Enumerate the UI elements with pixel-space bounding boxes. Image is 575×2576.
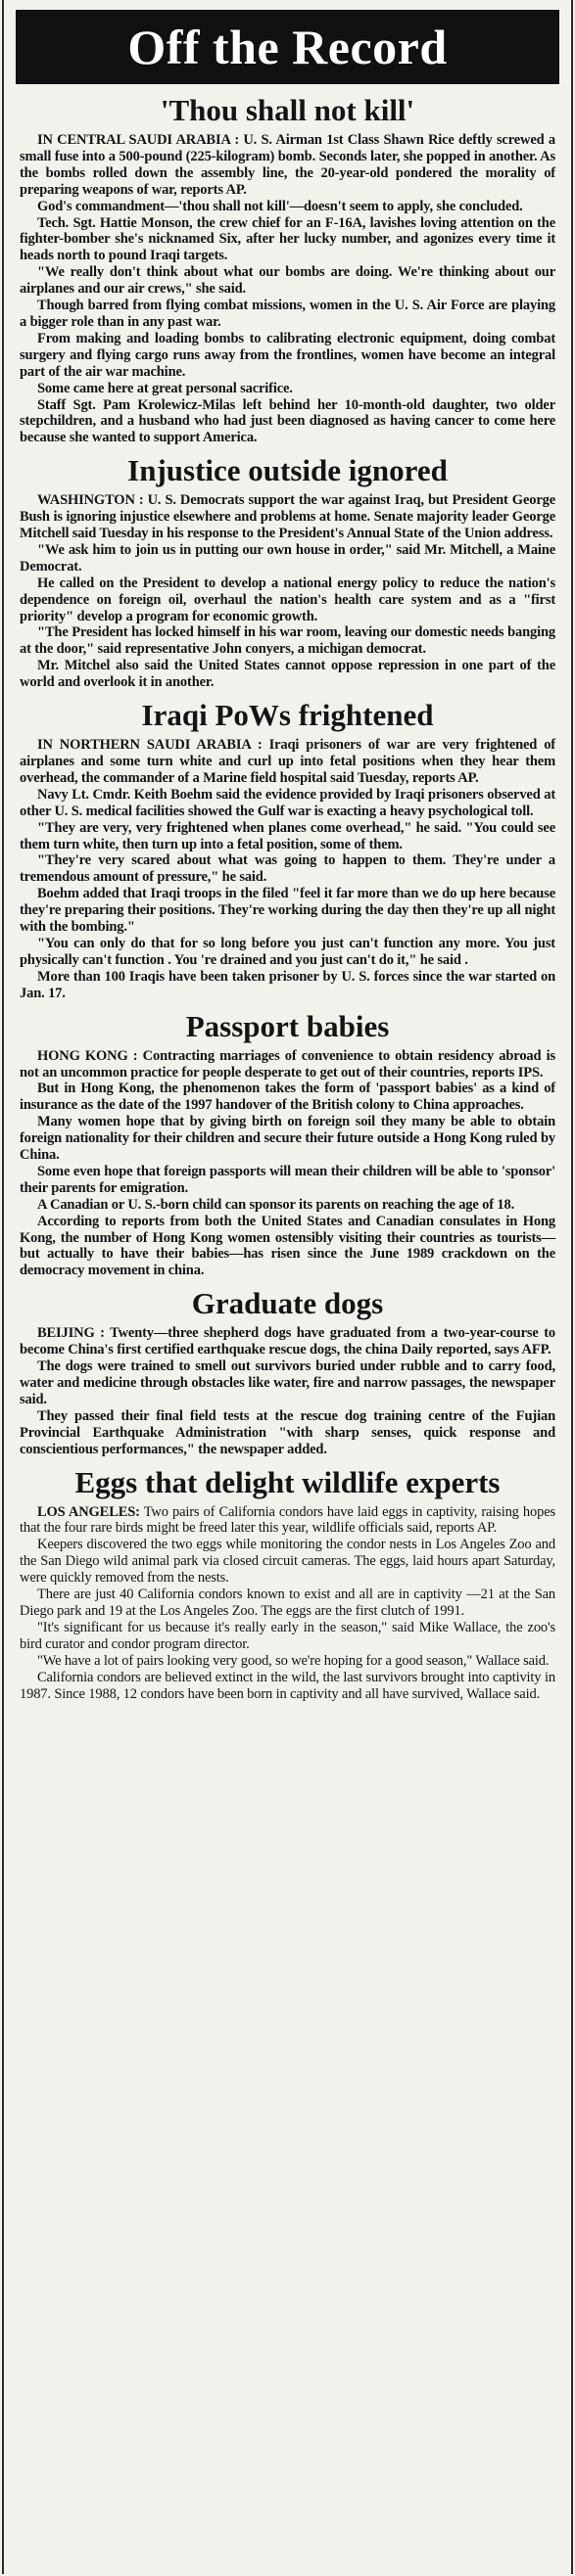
paragraph-text: Many women hope that by giving birth on foreign soil they many be able to obtain foreign nationality for their children and secure their future outside a Hong Kong ruled by China.: [20, 1114, 555, 1164]
paragraph-text: Some came here at great personal sacrifice.: [37, 380, 293, 396]
story-headline: Passport babies: [185, 1008, 390, 1043]
paragraph-text: God's commandment—'thou shall not kill'—doesn't seem to apply, she concluded.: [37, 198, 523, 214]
paragraph-text: Navy Lt. Cmdr. Keith Boehm said the evidence provided by Iraqi prisoners observed at other U. S. medical facilities showed the Gulf war is exacting a heavy psychological toll.: [20, 786, 555, 819]
story-headline: Graduate dogs: [191, 1286, 384, 1321]
story-paragraph: [20, 1214, 555, 1280]
paragraph-text: There are just 40 California condors known to exist and all are in captivity —21 at the San Diego park and 19 at the Los Angeles Zoo. The eggs are the first clutch of 1991.: [20, 1587, 555, 1619]
story-paragraph: [20, 215, 555, 265]
dateline: WASHINGTON :: [37, 492, 144, 509]
paragraph-text: "It's significant for us because it's really early in the season," said Mike Wallace, the zoo's bird curator and condor program director.: [20, 1619, 555, 1652]
story-paragraph: [20, 397, 555, 447]
story-paragraph: [20, 969, 555, 1002]
story-paragraph: [20, 1081, 555, 1114]
story-paragraph: [20, 1114, 555, 1164]
story-paragraph: [20, 787, 555, 820]
news-story: [20, 94, 555, 446]
story-headline: Iraqi PoWs frightened: [141, 698, 434, 733]
story-paragraph: [20, 1620, 555, 1653]
paragraph-text: California condors are believed extinct in the wild, the last survivors brought into captivity in 1987. Since 1988, 12 condors have been born in captivity and all have survived, Wallace said.: [20, 1669, 555, 1702]
paragraph-text: Contracting marriages of convenience to obtain residency abroad is not an uncommon practice for people desperate to get out of their countries, reports IPS.: [20, 1047, 556, 1081]
dateline: HONG KONG :: [37, 1047, 138, 1064]
paragraph-text: "They're very scared about what was going to happen to them. They're under a tremendous amount of pressure," he said.: [20, 852, 555, 886]
paragraph-text: From making and loading bombs to calibrating electronic equipment, doing combat surgery and flying cargo runs away from the frontlines, women have become an integral part of the air war machine.: [20, 330, 555, 380]
story-paragraph: [20, 1670, 555, 1703]
paragraph-text: But in Hong Kong, the phenomenon takes the form of 'passport babies' as a kind of insurance as the date of the 1997 handover of the British colony to China approaches.: [20, 1081, 555, 1114]
news-story: [20, 1010, 555, 1280]
story-paragraph: [20, 737, 555, 787]
paragraph-text: "The President has locked himself in his war room, leaving our domestic needs banging at the door," said representative John conyers, a michigan democrat.: [20, 624, 555, 658]
paragraph-text: He called on the President to develop a national energy policy to reduce the nation's dependence on foreign oil, overhaul the nation's health care system and as a "first priority" develop a program for economic growth.: [20, 575, 555, 624]
newspaper-page: [2, 0, 573, 2574]
story-paragraph: [20, 1587, 555, 1620]
news-story: [20, 699, 555, 1002]
story-paragraph: [20, 575, 555, 625]
paragraph-text: Some even hope that foreign passports will mean their children will be able to 'sponsor' their parents for emigration.: [20, 1163, 555, 1196]
paragraph-text: "You can only do that for so long before you just can't function any more. You just physically can't function . You 're drained and you just can't do it," he said .: [20, 935, 555, 968]
paragraph-text: Boehm added that Iraqi troops in the filed "feel it far more than we do up here because they're preparing their positions. They're working during the day then they're up all night with the bombing.": [20, 886, 555, 936]
news-story: [20, 1287, 555, 1457]
story-paragraph: [20, 264, 555, 298]
story-paragraph: [20, 624, 555, 658]
news-story: [20, 1466, 555, 1703]
story-paragraph: [20, 658, 555, 691]
story-paragraph: [20, 132, 555, 199]
paragraph-text: The dogs were trained to smell out survivors buried under rubble and to carry food, water and medicine through obstacles like water, fire and narrow passages, the newspaper said.: [20, 1358, 555, 1407]
story-paragraph: [20, 886, 555, 936]
paragraph-text: U. S. Airman 1st Class Shawn Rice deftly screwed a small fuse into a 500-pound (225-kilogram) bomb. Seconds later, she popped in another. As the bombs rolled down the assembly line, the 20-year-old pondered the morality of preparing weapons of war, reports AP.: [20, 132, 555, 198]
column-title: Off the Record: [127, 20, 448, 74]
story-paragraph: [20, 1197, 555, 1214]
story-paragraph: [20, 1048, 555, 1081]
story-paragraph: [20, 1164, 555, 1197]
paragraph-text: Tech. Sgt. Hattie Monson, the crew chief for an F-16A, lavishes loving attention on the fighter-bomber she's nicknamed Six, after her lucky number, and agonizes every time it heads north to pound Iraqi targets.: [20, 214, 555, 264]
paragraph-text: "We really don't think about what our bombs are doing. We're thinking about our airplanes and our air crews," she said.: [20, 264, 555, 298]
paragraph-text: More than 100 Iraqis have been taken prisoner by U. S. forces since the war started on Jan. 17.: [20, 968, 555, 1001]
story-paragraph: [20, 1408, 555, 1458]
paragraph-text: Two pairs of California condors have laid eggs in captivity, raising hopes that the four rare birds might be freed later this year, wildlife officials said, reports AP.: [20, 1503, 556, 1537]
paragraph-text: "We ask him to join us in putting our own house in order," said Mr. Mitchell, a Maine Democrat.: [20, 541, 555, 575]
story-paragraph: [20, 1504, 555, 1538]
paragraph-text: Staff Sgt. Pam Krolewicz-Milas left behind her 10-month-old daughter, two older stepchildren, and a husband who had just been diagnosed as having cancer to come here because she wanted to support America.: [20, 396, 555, 446]
story-paragraph: [20, 381, 555, 397]
story-headline: Injustice outside ignored: [127, 453, 448, 488]
story-paragraph: [20, 199, 555, 215]
paragraph-text: Though barred from flying combat missions, women in the U. S. Air Force are playing a bigger role than in any past war.: [20, 298, 555, 330]
story-paragraph: [20, 852, 555, 886]
paragraph-text: Keepers discovered the two eggs while monitoring the condor nests in Los Angeles Zoo and the San Diego wild animal park via closed circuit cameras. The eggs, laid hours apart Saturday, were quickly removed from the nests.: [20, 1537, 555, 1587]
story-paragraph: [20, 331, 555, 381]
dateline: IN NORTHERN SAUDI ARABIA :: [37, 737, 263, 754]
story-paragraph: [20, 1653, 555, 1670]
story-paragraph: [20, 542, 555, 575]
story-paragraph: [20, 1358, 555, 1408]
paragraph-text: "They are very, very frightened when planes come overhead," he said. "You could see them turn white, then turn up into a fetal position, some of them.: [20, 819, 555, 852]
paragraph-text: A Canadian or U. S.-born child can sponsor its parents on reaching the age of 18.: [37, 1196, 515, 1213]
story-paragraph: [20, 298, 555, 331]
story-paragraph: [20, 936, 555, 969]
story-paragraph: [20, 492, 555, 542]
paragraph-text: Iraqi prisoners of war are very frightened of airplanes and some turn white and curl up into fetal positions when they hear them overhead, the commander of a Marine field hospital said Tuesday, reports AP.: [20, 737, 555, 786]
dateline: IN CENTRAL SAUDI ARABIA :: [37, 132, 239, 148]
paragraph-text: They passed their final field tests at the rescue dog training centre of the Fujian Provincial Earthquake Administration "with sharp senses, quick response and conscientious performances," the newspaper added.: [20, 1407, 555, 1457]
news-story: [20, 454, 555, 691]
story-headline: 'Thou shall not kill': [160, 93, 415, 127]
column-banner: [16, 10, 559, 84]
paragraph-text: Mr. Mitchel also said the United States cannot oppose repression in one part of the world and overlook it in another.: [20, 658, 555, 691]
story-paragraph: [20, 820, 555, 853]
paragraph-text: Twenty—three shepherd dogs have graduated from a two-year-course to become China's first certified earthquake rescue dogs, the china Daily reported, says AFP.: [20, 1325, 555, 1358]
story-headline: Eggs that delight wildlife experts: [74, 1464, 501, 1499]
paragraph-text: U. S. Democrats support the war against Iraq, but President George Bush is ignoring injustice elsewhere and problems at home. Senate majority leader George Mitchell said Tuesday in his response to the President's Annual State of the Union address.: [20, 492, 555, 542]
news-column: [4, 84, 571, 1702]
dateline: LOS ANGELES:: [37, 1503, 140, 1520]
dateline: BEIJING :: [37, 1325, 105, 1342]
story-paragraph: [20, 1537, 555, 1587]
story-paragraph: [20, 1325, 555, 1358]
paragraph-text: According to reports from both the United States and Canadian consulates in Hong Kong, the number of Hong Kong women ostensibly visiting their countries as tourists—but actually to have their babies—has risen since the June 1989 crackdown on the democracy movement in china.: [20, 1213, 555, 1279]
paragraph-text: "We have a lot of pairs looking very good, so we're hoping for a good season," Wallace said.: [37, 1652, 550, 1669]
